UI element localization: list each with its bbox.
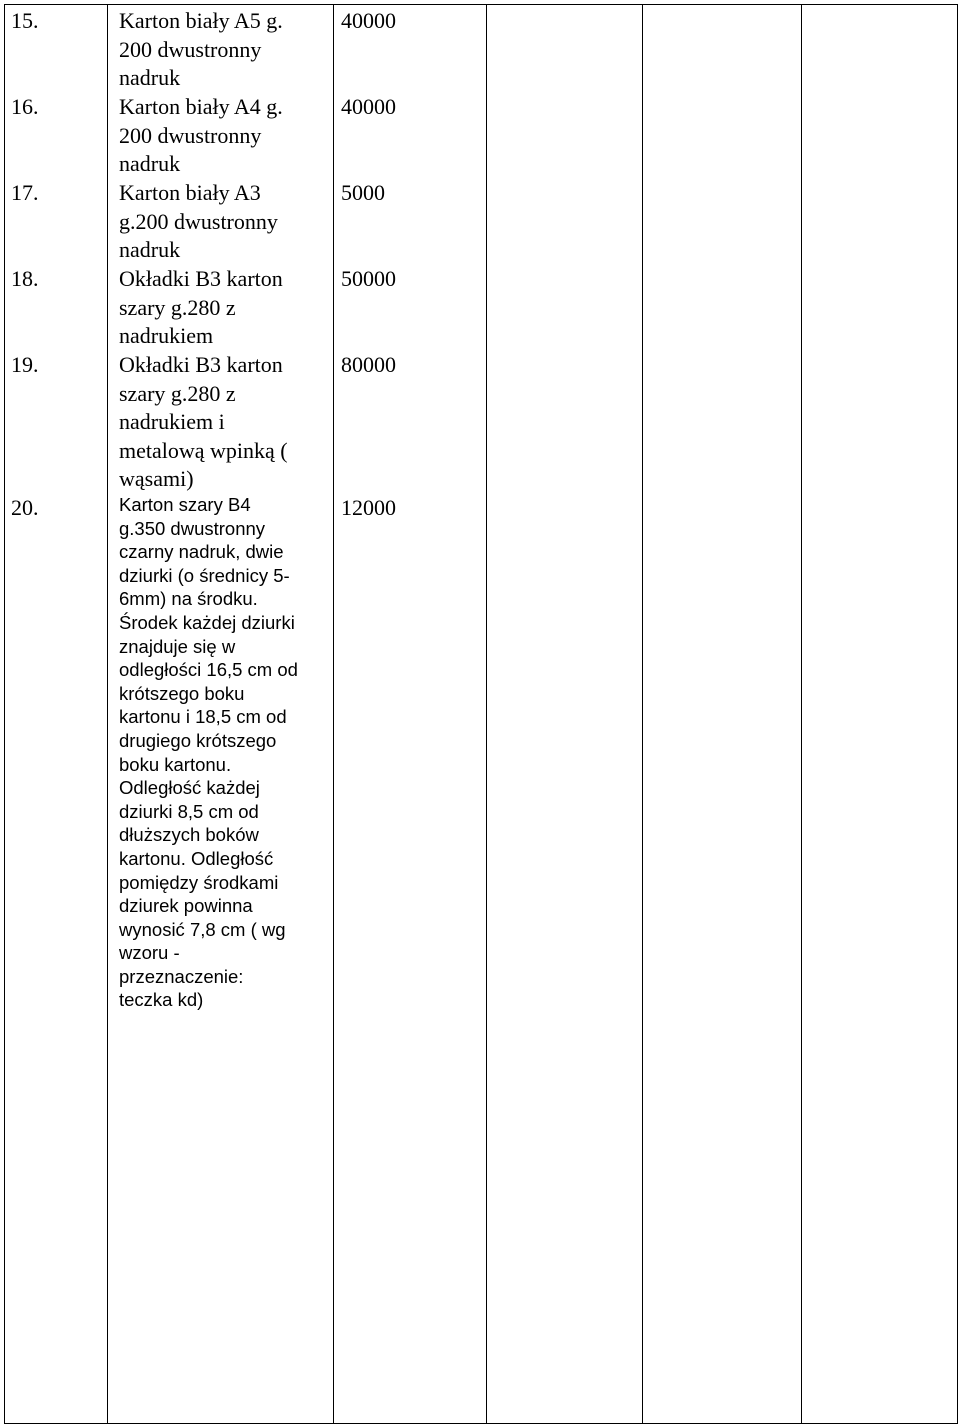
column-divider — [486, 5, 487, 1423]
item-description: Karton biały A5 g. 200 dwustronny nadruk — [119, 8, 283, 90]
row-number: 19. — [11, 352, 39, 377]
item-description: Okładki B3 karton szary g.280 z nadrukiem i metalową wpinką ( wąsami) — [119, 352, 288, 491]
items-table — [4, 4, 958, 1424]
row-number: 20. — [11, 495, 39, 520]
column-divider — [801, 5, 802, 1423]
item-description: Okładki B3 karton szary g.280 z nadrukiem — [119, 266, 283, 348]
row-number: 15. — [11, 8, 39, 33]
item-quantity: 5000 — [341, 180, 385, 205]
item-description: Karton biały A3 g.200 dwustronny nadruk — [119, 180, 278, 262]
item-quantity: 50000 — [341, 266, 396, 291]
row-number: 17. — [11, 180, 39, 205]
item-quantity: 80000 — [341, 352, 396, 377]
item-quantity: 40000 — [341, 94, 396, 119]
column-divider — [107, 5, 108, 1423]
row-number: 16. — [11, 94, 39, 119]
item-description: Karton szary B4 g.350 dwustronny czarny nadruk, dwie dziurki (o średnicy 5- 6mm) na środku. Środek każdej dziurki znajduje się w odległości 16,5 cm od krótszego boku kartonu i 18,5 cm od drugiego krótszego boku kartonu. Odległość każdej dziurki 8,5 cm od dłuższych boków kartonu. Odległość pomiędzy środkami dziurek powinna wynosić 7,8 cm ( wg wzoru - przeznaczenie: teczka kd) — [119, 494, 298, 1011]
item-quantity: 12000 — [341, 495, 396, 520]
item-quantity: 40000 — [341, 8, 396, 33]
item-description: Karton biały A4 g. 200 dwustronny nadruk — [119, 94, 283, 176]
column-divider — [333, 5, 334, 1423]
column-divider — [642, 5, 643, 1423]
row-number: 18. — [11, 266, 39, 291]
